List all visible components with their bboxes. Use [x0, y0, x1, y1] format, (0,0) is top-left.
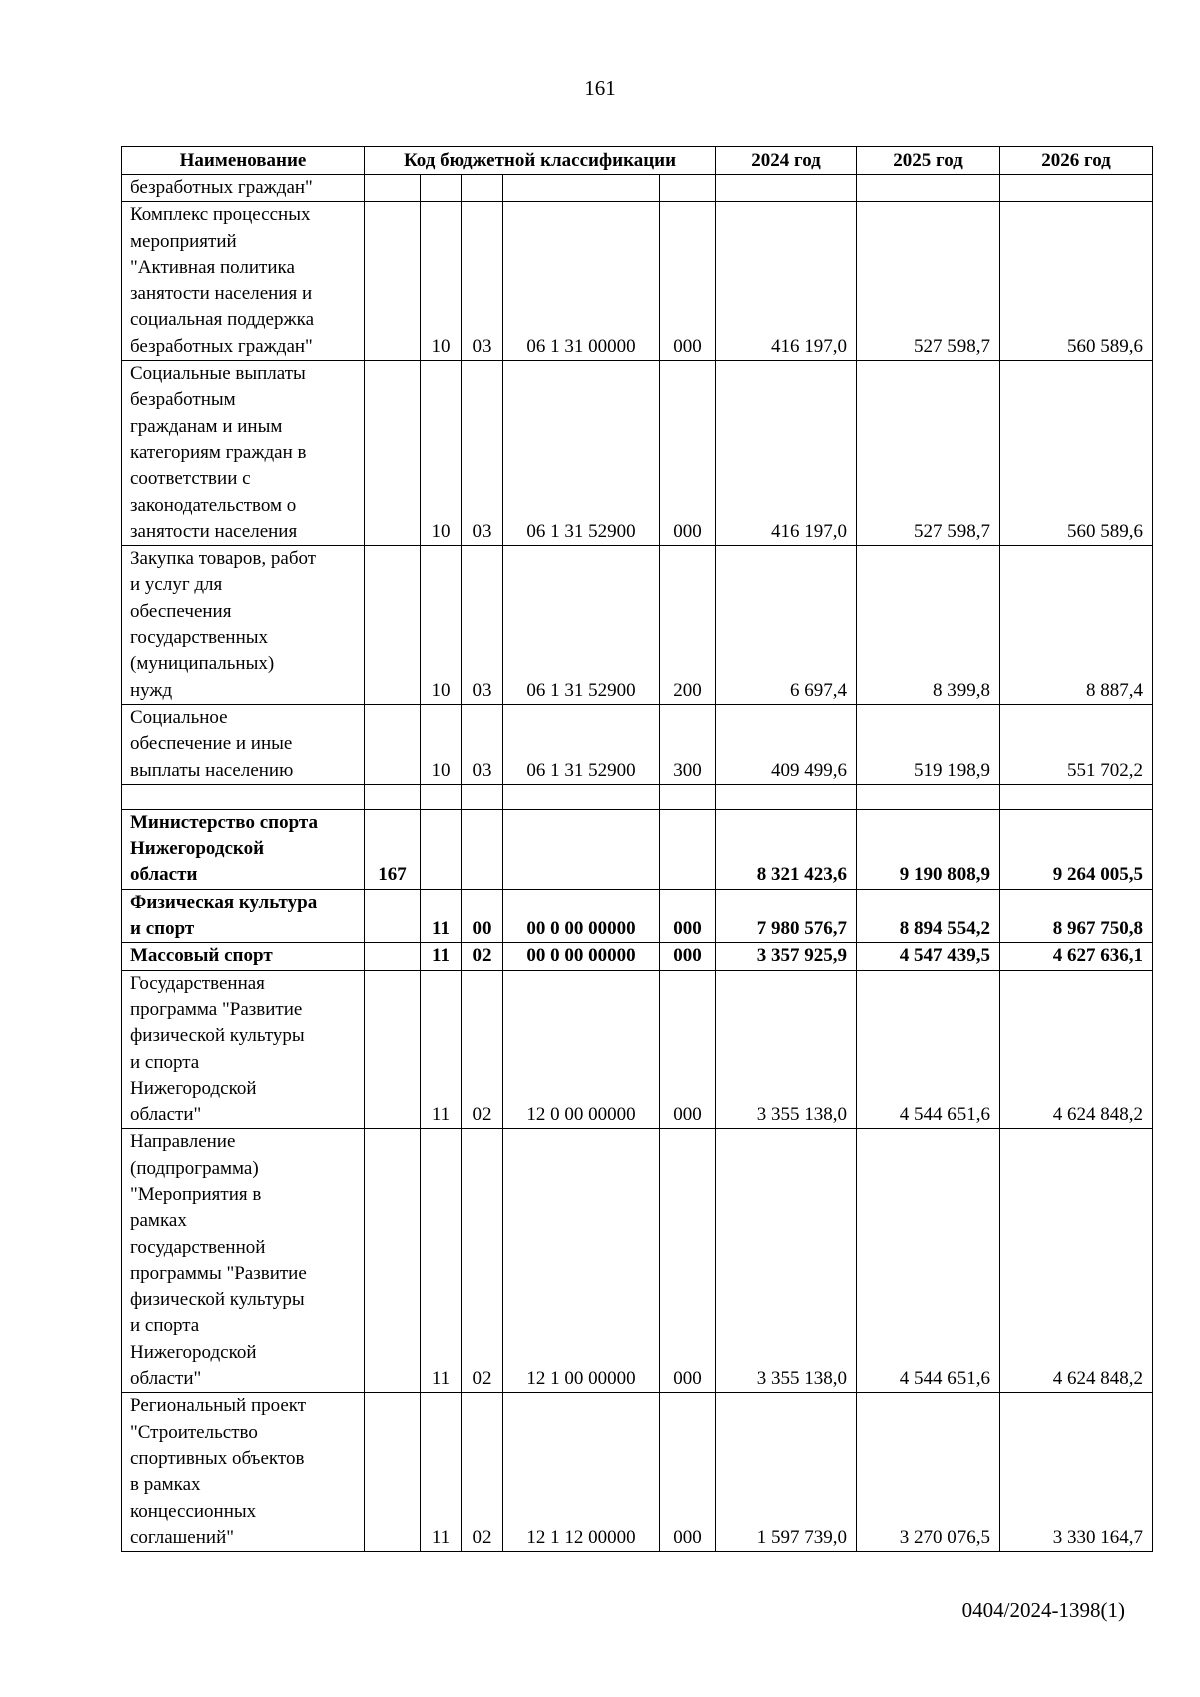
amount-2025-cell: 4 547 439,5: [857, 943, 1000, 970]
row-name-cell: безработных граждан": [122, 175, 365, 202]
amount-2026-cell: 9 264 005,5: [1000, 809, 1153, 889]
section-code-cell: 11: [421, 943, 462, 970]
subsection-code-cell: [462, 175, 503, 202]
ministry-code-cell: [365, 970, 421, 1129]
subsection-code-cell: 03: [462, 361, 503, 546]
amount-2025-cell: 527 598,7: [857, 202, 1000, 361]
target-code-cell: 12 0 00 00000: [503, 970, 660, 1129]
section-code-cell: 11: [421, 889, 462, 943]
header-name: Наименование: [122, 147, 365, 175]
section-code-cell: [421, 175, 462, 202]
target-code-cell: 06 1 31 52900: [503, 361, 660, 546]
row-name-cell: Социальное обеспечение и иные выплаты населению: [122, 704, 365, 784]
table-row: [122, 202, 1153, 361]
ministry-code-cell: [365, 175, 421, 202]
target-code-cell: 06 1 31 52900: [503, 546, 660, 705]
expense-type-cell: [660, 784, 716, 809]
header-2025: 2025 год: [857, 147, 1000, 175]
target-code-cell: 12 1 12 00000: [503, 1393, 660, 1552]
section-code-cell: 11: [421, 1129, 462, 1393]
amount-2026-cell: 4 627 636,1: [1000, 943, 1153, 970]
table-row: [122, 889, 1153, 943]
target-code-cell: [503, 784, 660, 809]
target-code-cell: 00 0 00 00000: [503, 889, 660, 943]
target-code-cell: [503, 175, 660, 202]
row-name-cell: Министерство спорта Нижегородской области: [122, 809, 365, 889]
subsection-code-cell: 02: [462, 1129, 503, 1393]
target-code-cell: 06 1 31 00000: [503, 202, 660, 361]
subsection-code-cell: 00: [462, 889, 503, 943]
target-code-cell: [503, 809, 660, 889]
amount-2026-cell: 551 702,2: [1000, 704, 1153, 784]
amount-2024-cell: 3 357 925,9: [716, 943, 857, 970]
subsection-code-cell: 03: [462, 704, 503, 784]
amount-2024-cell: 409 499,6: [716, 704, 857, 784]
section-code-cell: 11: [421, 970, 462, 1129]
amount-2026-cell: 3 330 164,7: [1000, 1393, 1153, 1552]
row-name-cell: Массовый спорт: [122, 943, 365, 970]
table-header-row: [122, 147, 1153, 175]
section-code-cell: 10: [421, 361, 462, 546]
expense-type-cell: 000: [660, 889, 716, 943]
amount-2025-cell: 4 544 651,6: [857, 970, 1000, 1129]
table-row: [122, 1129, 1153, 1393]
ministry-code-cell: 167: [365, 809, 421, 889]
expense-type-cell: 000: [660, 1129, 716, 1393]
amount-2026-cell: 560 589,6: [1000, 361, 1153, 546]
subsection-code-cell: 03: [462, 202, 503, 361]
row-name-cell: [122, 784, 365, 809]
amount-2025-cell: 3 270 076,5: [857, 1393, 1000, 1552]
amount-2024-cell: [716, 784, 857, 809]
row-name-cell: Социальные выплаты безработным гражданам и иным категориям граждан в соответствии с законодательством о занятости населения: [122, 361, 365, 546]
amount-2025-cell: 4 544 651,6: [857, 1129, 1000, 1393]
amount-2025-cell: 519 198,9: [857, 704, 1000, 784]
table-row: [122, 175, 1153, 202]
section-code-cell: 10: [421, 202, 462, 361]
amount-2025-cell: [857, 175, 1000, 202]
amount-2024-cell: 3 355 138,0: [716, 970, 857, 1129]
target-code-cell: 06 1 31 52900: [503, 704, 660, 784]
amount-2026-cell: [1000, 784, 1153, 809]
section-code-cell: 10: [421, 704, 462, 784]
amount-2025-cell: 9 190 808,9: [857, 809, 1000, 889]
budget-table: [121, 146, 1153, 1552]
amount-2024-cell: 7 980 576,7: [716, 889, 857, 943]
expense-type-cell: 000: [660, 361, 716, 546]
header-code: Код бюджетной классификации: [365, 147, 716, 175]
row-name-cell: Закупка товаров, работ и услуг для обеспечения государственных (муниципальных) нужд: [122, 546, 365, 705]
row-name-cell: Физическая культура и спорт: [122, 889, 365, 943]
table-row: [122, 704, 1153, 784]
section-code-cell: 11: [421, 1393, 462, 1552]
expense-type-cell: 200: [660, 546, 716, 705]
table-row: [122, 970, 1153, 1129]
ministry-code-cell: [365, 943, 421, 970]
amount-2026-cell: 560 589,6: [1000, 202, 1153, 361]
table-row: [122, 809, 1153, 889]
amount-2024-cell: [716, 175, 857, 202]
amount-2024-cell: 1 597 739,0: [716, 1393, 857, 1552]
subsection-code-cell: [462, 784, 503, 809]
table-row: [122, 361, 1153, 546]
expense-type-cell: 000: [660, 943, 716, 970]
header-2026: 2026 год: [1000, 147, 1153, 175]
page-number: 161: [584, 76, 616, 100]
amount-2025-cell: 8 894 554,2: [857, 889, 1000, 943]
expense-type-cell: 000: [660, 1393, 716, 1552]
expense-type-cell: [660, 809, 716, 889]
expense-type-cell: 000: [660, 970, 716, 1129]
amount-2026-cell: 8 887,4: [1000, 546, 1153, 705]
amount-2024-cell: 416 197,0: [716, 361, 857, 546]
ministry-code-cell: [365, 784, 421, 809]
table-row: [122, 784, 1153, 809]
row-name-cell: Комплекс процессных мероприятий "Активная политика занятости населения и социальная поддержка безработных граждан": [122, 202, 365, 361]
target-code-cell: 00 0 00 00000: [503, 943, 660, 970]
amount-2025-cell: [857, 784, 1000, 809]
row-name-cell: Государственная программа "Развитие физической культуры и спорта Нижегородской области": [122, 970, 365, 1129]
ministry-code-cell: [365, 1129, 421, 1393]
section-code-cell: [421, 784, 462, 809]
section-code-cell: [421, 809, 462, 889]
table-body: [122, 175, 1153, 1552]
amount-2025-cell: 527 598,7: [857, 361, 1000, 546]
ministry-code-cell: [365, 361, 421, 546]
ministry-code-cell: [365, 546, 421, 705]
table-row: [122, 1393, 1153, 1552]
amount-2026-cell: 4 624 848,2: [1000, 970, 1153, 1129]
header-2024: 2024 год: [716, 147, 857, 175]
amount-2024-cell: 6 697,4: [716, 546, 857, 705]
table-row: [122, 943, 1153, 970]
amount-2024-cell: 416 197,0: [716, 202, 857, 361]
amount-2024-cell: 8 321 423,6: [716, 809, 857, 889]
expense-type-cell: 000: [660, 202, 716, 361]
ministry-code-cell: [365, 704, 421, 784]
subsection-code-cell: 02: [462, 943, 503, 970]
ministry-code-cell: [365, 1393, 421, 1552]
target-code-cell: 12 1 00 00000: [503, 1129, 660, 1393]
subsection-code-cell: 02: [462, 970, 503, 1129]
row-name-cell: Направление (подпрограмма) "Мероприятия в рамках государственной программы "Развитие физической культуры и спорта Нижегородской области": [122, 1129, 365, 1393]
amount-2024-cell: 3 355 138,0: [716, 1129, 857, 1393]
expense-type-cell: [660, 175, 716, 202]
expense-type-cell: 300: [660, 704, 716, 784]
amount-2025-cell: 8 399,8: [857, 546, 1000, 705]
amount-2026-cell: [1000, 175, 1153, 202]
table-row: [122, 546, 1153, 705]
ministry-code-cell: [365, 202, 421, 361]
row-name-cell: Региональный проект "Строительство спортивных объектов в рамках концессионных соглашений": [122, 1393, 365, 1552]
amount-2026-cell: 8 967 750,8: [1000, 889, 1153, 943]
document-code: 0404/2024-1398(1): [961, 1598, 1125, 1622]
amount-2026-cell: 4 624 848,2: [1000, 1129, 1153, 1393]
subsection-code-cell: 02: [462, 1393, 503, 1552]
subsection-code-cell: 03: [462, 546, 503, 705]
ministry-code-cell: [365, 889, 421, 943]
section-code-cell: 10: [421, 546, 462, 705]
subsection-code-cell: [462, 809, 503, 889]
